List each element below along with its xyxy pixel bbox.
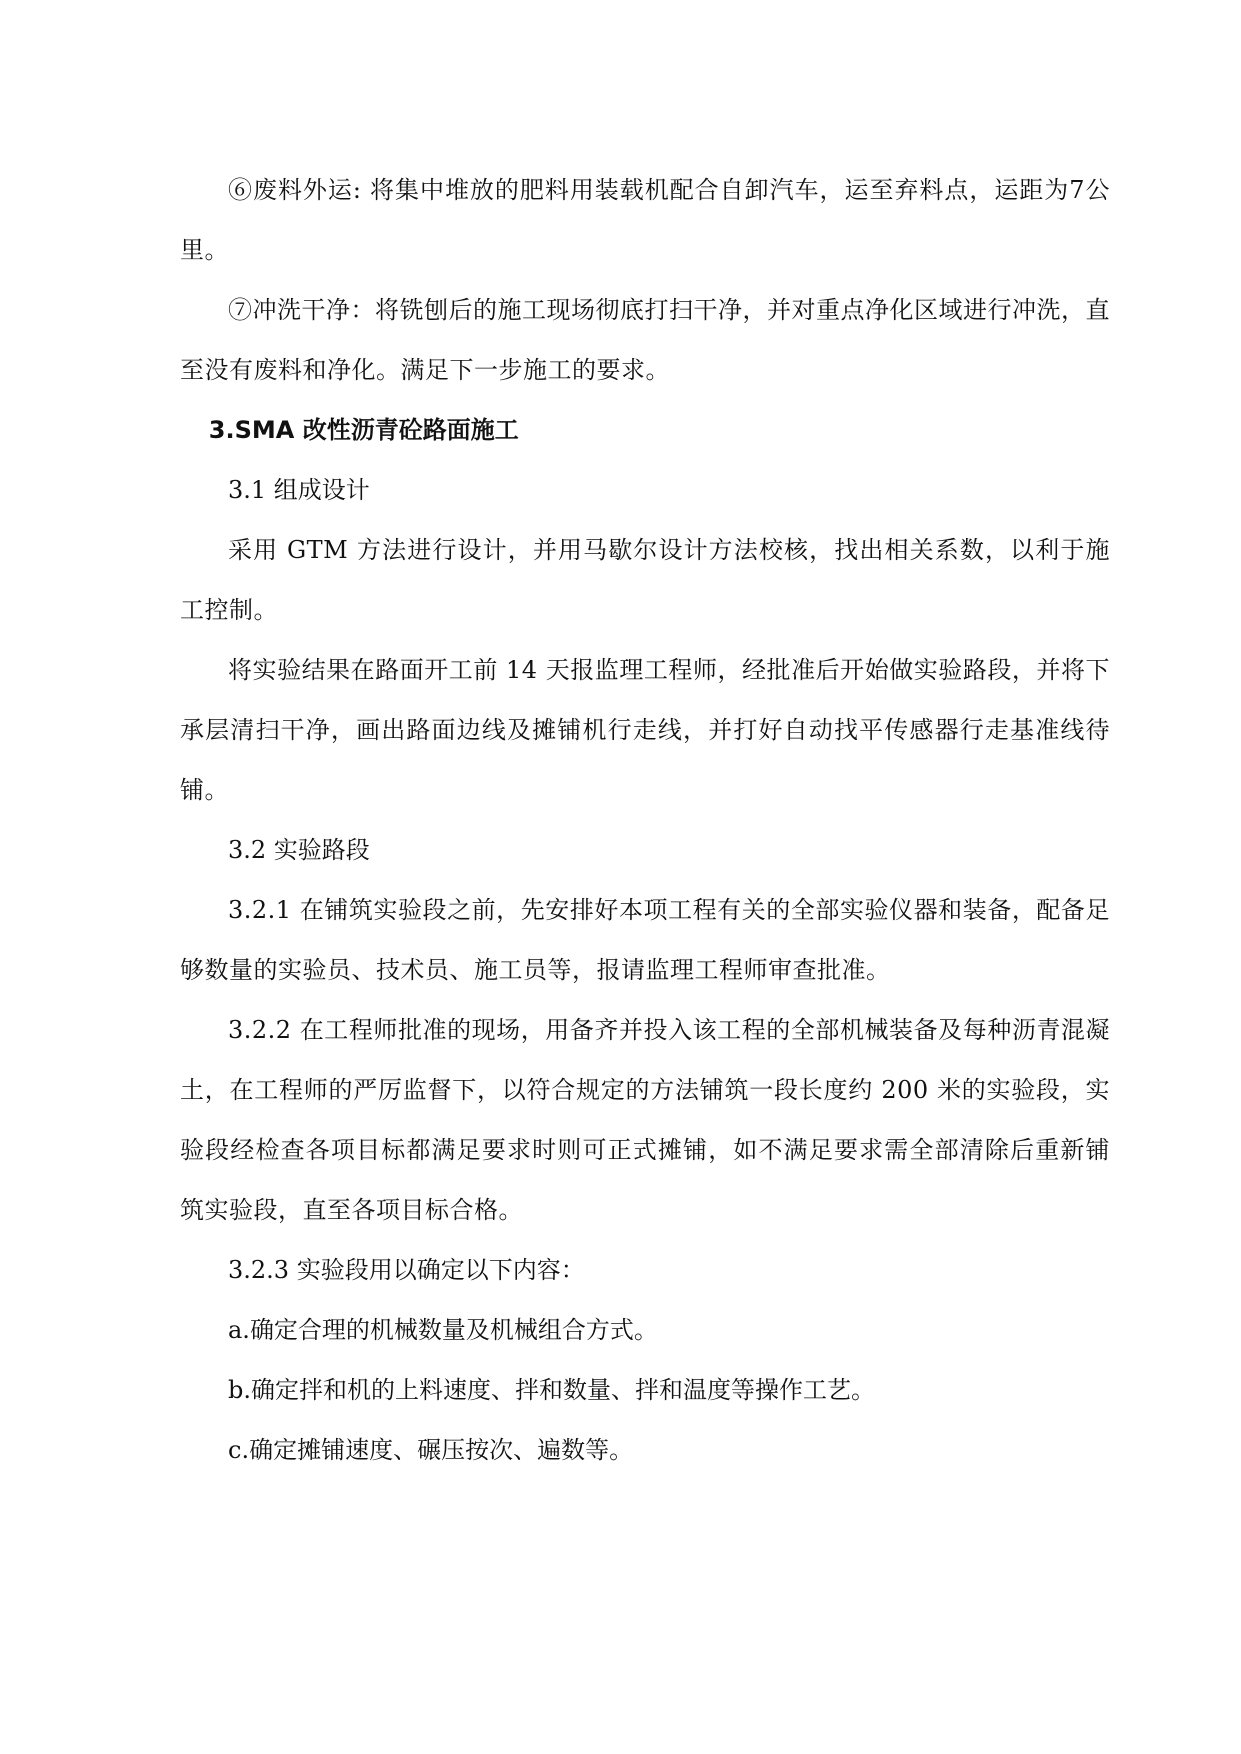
- list-item-c: c.确定摊铺速度、碾压按次、遍数等。: [228, 1436, 634, 1464]
- list-item-a: a.确定合理的机械数量及机械组合方式。: [228, 1316, 658, 1344]
- paragraph-3-2-3: 3.2.3 实验段用以确定以下内容：: [228, 1256, 585, 1284]
- paragraph-wash-clean: ⑦冲洗干净：将铣刨后的施工现场彻底打扫干净，并对重点净化区域进行冲洗，直至没有废料和净化。满足下一步施工的要求。: [180, 296, 1110, 384]
- paragraph-3-2-2: 3.2.2 在工程师批准的现场，用备齐并投入该工程的全部机械装备及每种沥青混凝土，在工程师的严厉监督下，以符合规定的方法铺筑一段长度约 200 米的实验段，实验段经检查各项目标都满足要求时则可正式摊铺，如不满足要求需全部清除后重新铺筑实验段，直至各项目标合格。: [180, 1016, 1110, 1224]
- paragraph-test-results: 将实验结果在路面开工前 14 天报监理工程师，经批准后开始做实验路段，并将下承层清扫干净，画出路面边线及摊铺机行走线，并打好自动找平传感器行走基准线待铺。: [180, 656, 1110, 804]
- subheading-test-section: 3.2 实验路段: [228, 836, 370, 864]
- paragraph-gtm-design: 采用 GTM 方法进行设计，并用马歇尔设计方法校核，找出相关系数，以利于施工控制。: [180, 536, 1110, 624]
- paragraph-3-2-1: 3.2.1 在铺筑实验段之前，先安排好本项工程有关的全部实验仪器和装备，配备足够数量的实验员、技术员、施工员等，报请监理工程师审查批准。: [180, 896, 1110, 984]
- subheading-composition-design: 3.1 组成设计: [228, 476, 370, 504]
- section-heading-sma: 3.SMA 改性沥青砼路面施工: [208, 416, 519, 444]
- document-body: [180, 160, 1110, 1480]
- paragraph-waste-transport: ⑥废料外运: 将集中堆放的肥料用装载机配合自卸汽车，运至弃料点，运距为7公里。: [180, 176, 1110, 264]
- list-item-b: b.确定拌和机的上料速度、拌和数量、拌和温度等操作工艺。: [228, 1376, 875, 1404]
